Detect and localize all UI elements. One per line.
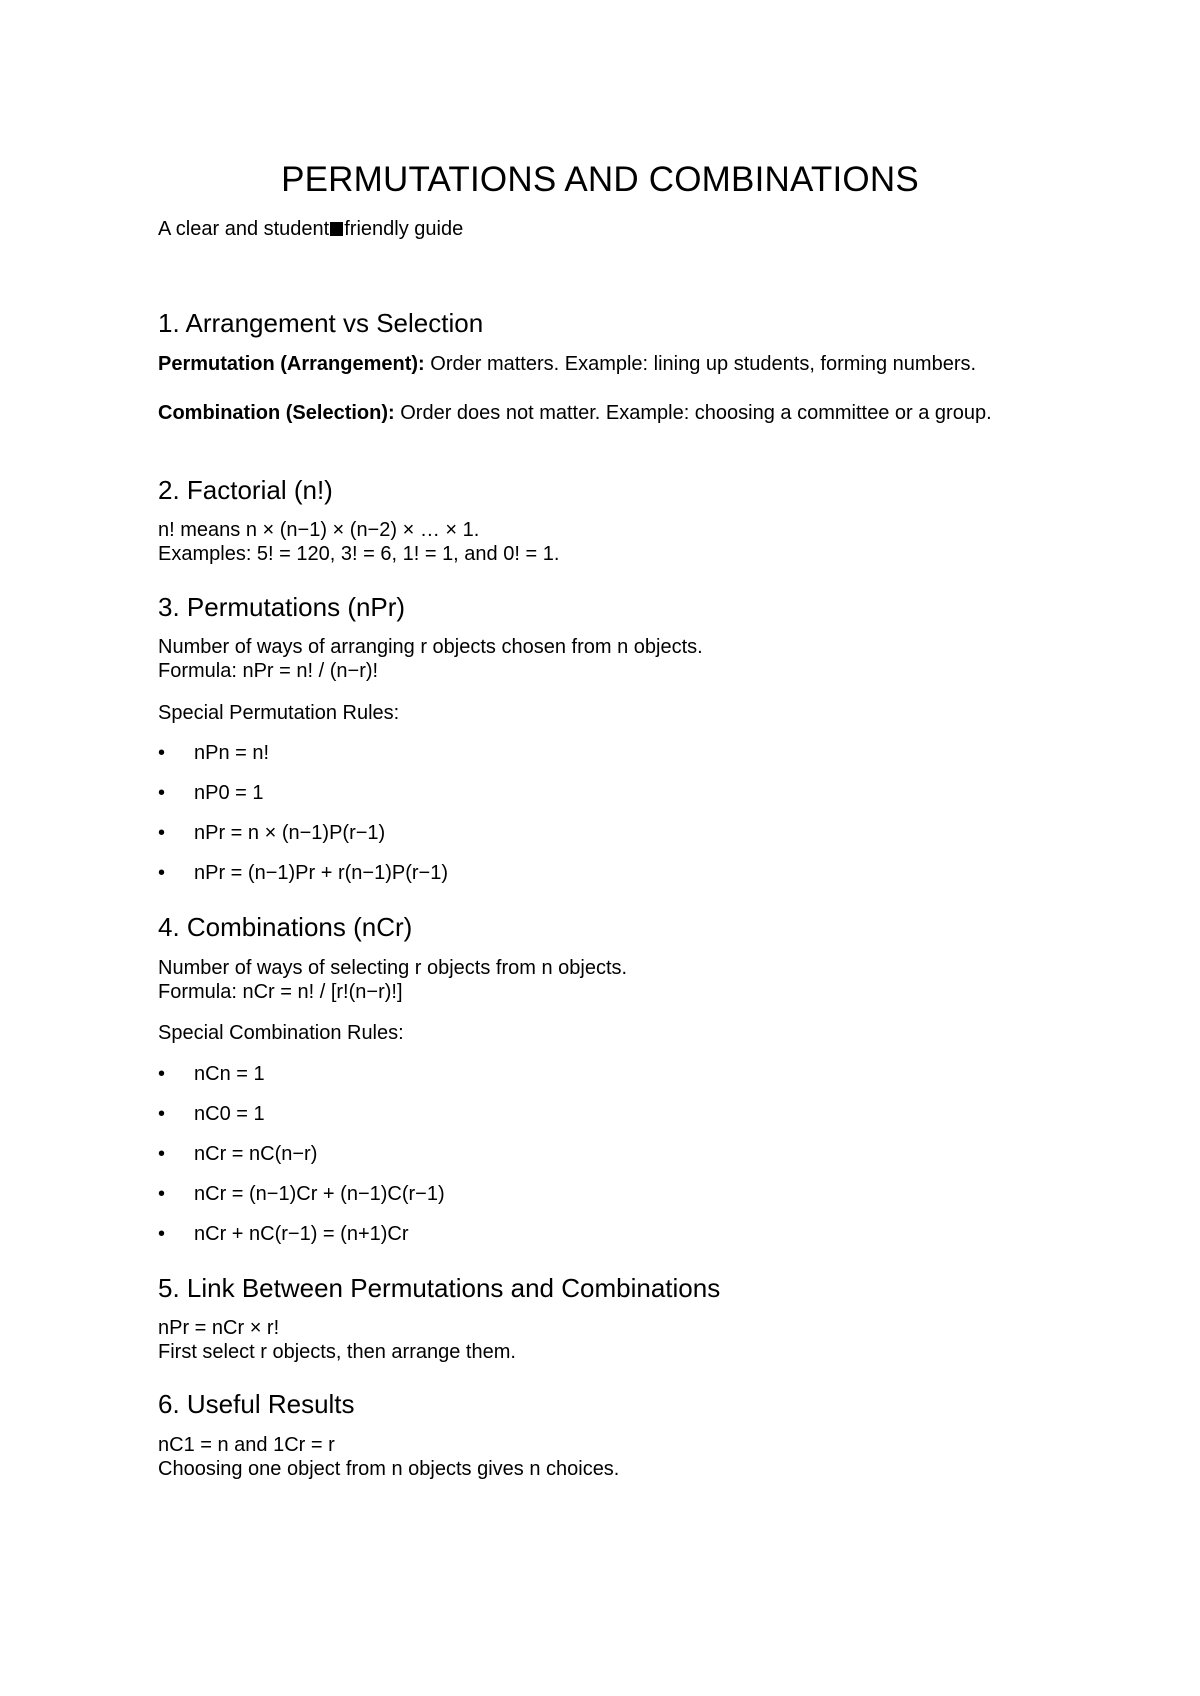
- section-3-heading: 3. Permutations (nPr): [158, 592, 406, 622]
- combination-description: Order does not matter. Example: choosing a committee or a group.: [394, 402, 992, 424]
- rule-text: nPr = (n−1)Pr + r(n−1)P(r−1): [194, 862, 448, 884]
- link-explanation: First select r objects, then arrange them.: [158, 1341, 516, 1363]
- subtitle-text-end: friendly guide: [344, 218, 464, 240]
- permutation-rules-label: Special Permutation Rules:: [158, 702, 400, 724]
- bullet-icon: •: [158, 1103, 166, 1125]
- bullet-icon: •: [158, 1143, 166, 1165]
- permutation-formula: Formula: nPr = n! / (n−r)!: [158, 660, 379, 682]
- missing-glyph-box-icon: [330, 222, 343, 236]
- rule-text: nC0 = 1: [194, 1103, 265, 1125]
- combination-rule-item: [158, 1142, 317, 1167]
- permutation-term: Permutation (Arrangement):: [158, 353, 425, 375]
- rule-text: nPr = n × (n−1)P(r−1): [194, 822, 386, 844]
- factorial-definition: n! means n × (n−1) × (n−2) × … × 1.: [158, 519, 480, 541]
- bullet-icon: •: [158, 1183, 166, 1205]
- combination-rule-item: [158, 1102, 265, 1127]
- bullet-icon: •: [158, 1063, 166, 1085]
- bullet-icon: •: [158, 782, 166, 804]
- combination-description-line: Number of ways of selecting r objects from n objects.: [158, 957, 628, 979]
- combination-rules-label: Special Combination Rules:: [158, 1022, 404, 1044]
- bullet-icon: •: [158, 742, 166, 764]
- bullet-icon: •: [158, 862, 166, 884]
- factorial-examples: Examples: 5! = 120, 3! = 6, 1! = 1, and 0! = 1.: [158, 543, 560, 565]
- document-subtitle: [158, 216, 463, 242]
- rule-text: nPn = n!: [194, 742, 270, 764]
- document-title: PERMUTATIONS AND COMBINATIONS: [281, 160, 919, 199]
- section-6-heading: 6. Useful Results: [158, 1389, 355, 1419]
- subtitle-text-start: A clear and student: [158, 218, 330, 240]
- useful-result-formula: nC1 = n and 1Cr = r: [158, 1434, 335, 1456]
- rule-text: nCr = nC(n−r): [194, 1143, 318, 1165]
- rule-text: nCn = 1: [194, 1063, 265, 1085]
- section-1-heading: 1. Arrangement vs Selection: [158, 308, 484, 338]
- section-5-heading: 5. Link Between Permutations and Combinations: [158, 1273, 721, 1303]
- rule-text: nCr + nC(r−1) = (n+1)Cr: [194, 1223, 409, 1245]
- permutation-rule-item: [158, 781, 264, 806]
- combination-term: Combination (Selection):: [158, 402, 395, 424]
- permutation-description: Order matters. Example: lining up students, forming numbers.: [424, 353, 977, 375]
- combination-formula: Formula: nCr = n! / [r!(n−r)!]: [158, 981, 403, 1003]
- useful-result-explanation: Choosing one object from n objects gives n choices.: [158, 1458, 620, 1480]
- permutation-rule-item: [158, 861, 448, 886]
- link-formula: nPr = nCr × r!: [158, 1317, 280, 1339]
- section-1-combination-definition: [158, 401, 1038, 426]
- bullet-icon: •: [158, 1223, 166, 1245]
- permutation-description-line: Number of ways of arranging r objects chosen from n objects.: [158, 636, 703, 658]
- permutation-rule-item: [158, 741, 269, 766]
- combination-rule-item: [158, 1222, 409, 1247]
- section-1-permutation-definition: [158, 352, 1038, 377]
- rule-text: nCr = (n−1)Cr + (n−1)C(r−1): [194, 1183, 445, 1205]
- combination-rule-item: [158, 1062, 265, 1087]
- rule-text: nP0 = 1: [194, 782, 264, 804]
- bullet-icon: •: [158, 822, 166, 844]
- section-4-heading: 4. Combinations (nCr): [158, 912, 413, 942]
- combination-rule-item: [158, 1182, 445, 1207]
- section-2-heading: 2. Factorial (n!): [158, 475, 333, 505]
- permutation-rule-item: [158, 821, 385, 846]
